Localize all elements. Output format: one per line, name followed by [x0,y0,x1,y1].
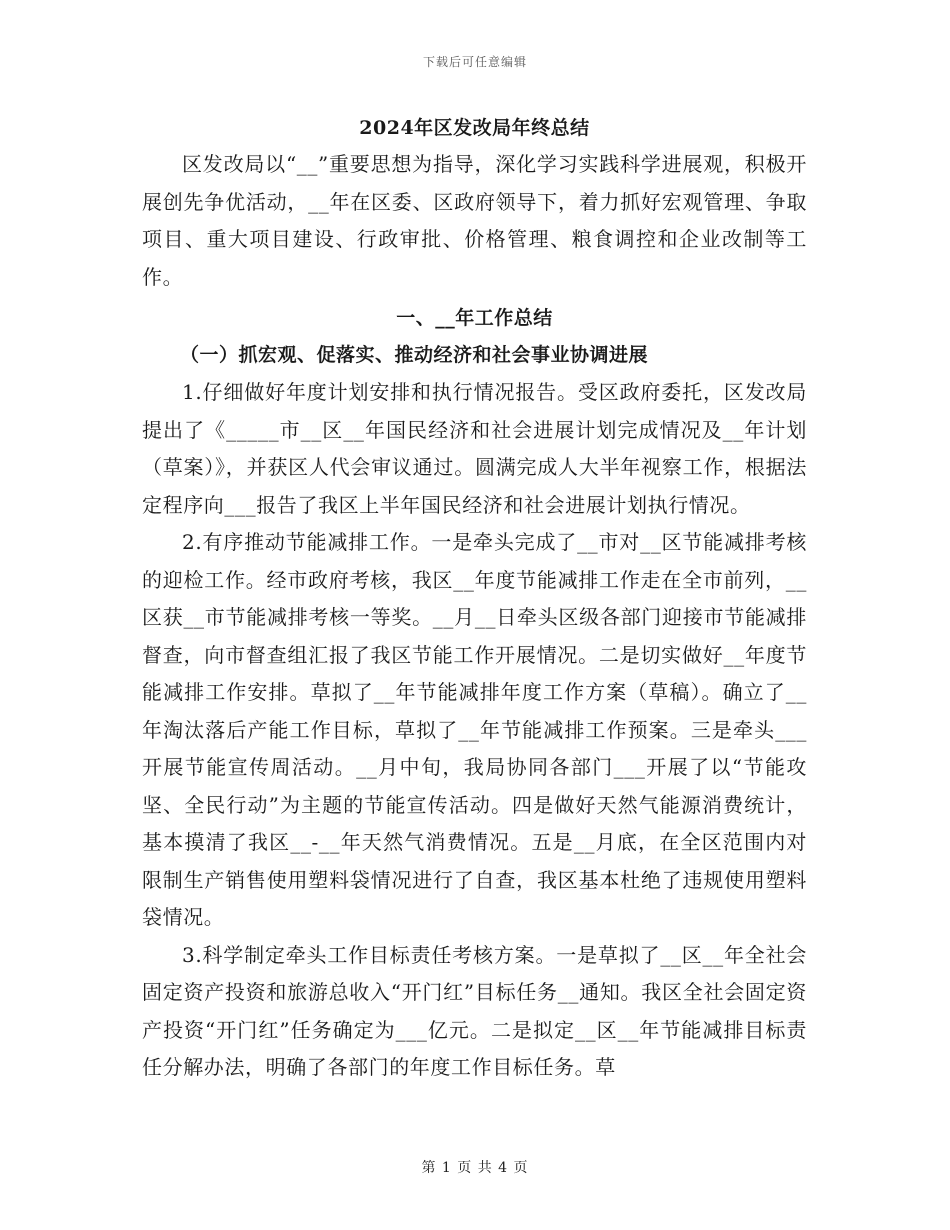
document-body [142,112,807,1087]
page-footer: 第 1 页 共 4 页 [421,1160,529,1176]
section-heading: 一、__年工作总结 [396,307,553,329]
intro-paragraph: 区发改局以“__”重要思想为指导，深化学习实践科学进展观，积极开展创先争优活动，__年在区委、区政府领导下，着力抓好宏观管理、争取项目、重大项目建设、行政审批、价格管理、粮食调控和企业改制等工作。 [142,152,807,289]
subsection-heading: （一）抓宏观、促落实、推动经济和社会事业协调进展 [180,344,649,366]
document-title: 2024年区发改局年终总结 [359,117,590,139]
paragraph-item-1: 1.仔细做好年度计划安排和执行情况报告。受区政府委托，区发改局提出了《_____市__区__年国民经济和社会进展计划完成情况及__年计划（草案）》，并获区人代会审议通过。圆满完成人大半年视察工作，根据法定程序向___报告了我区上半年国民经济和社会进展计划执行情况。 [142,380,807,517]
page-header-note: 下载后可任意编辑 [422,55,527,69]
paragraph-item-3: 3.科学制定牵头工作目标责任考核方案。一是草拟了__区__年全社会固定资产投资和旅游总收入“开门红”目标任务__通知。我区全社会固定资产投资“开门红”任务确定为___亿元。二是拟定__区__年节能减排目标责任分解办法，明确了各部门的年度工作目标任务。草 [142,942,807,1079]
paragraph-item-2: 2.有序推动节能减排工作。一是牵头完成了__市对__区节能减排考核的迎检工作。经市政府考核，我区__年度节能减排工作走在全市前列，__区获__市节能减排考核一等奖。__月__日牵头区级各部门迎接市节能减排督查，向市督查组汇报了我区节能工作开展情况。二是切实做好__年度节能减排工作安排。草拟了__年节能减排年度工作方案（草稿）。确立了__年淘汰落后产能工作目标，草拟了__年节能减排工作预案。三是牵头___开展节能宣传周活动。__月中旬，我局协同各部门___开展了以“节能攻坚、全民行动”为主题的节能宣传活动。四是做好天然气能源消费统计，基本摸清了我区__-__年天然气消费情况。五是__月底，在全区范围内对限制生产销售使用塑料袋情况进行了自查，我区基本杜绝了违规使用塑料袋情况。 [142,530,807,929]
